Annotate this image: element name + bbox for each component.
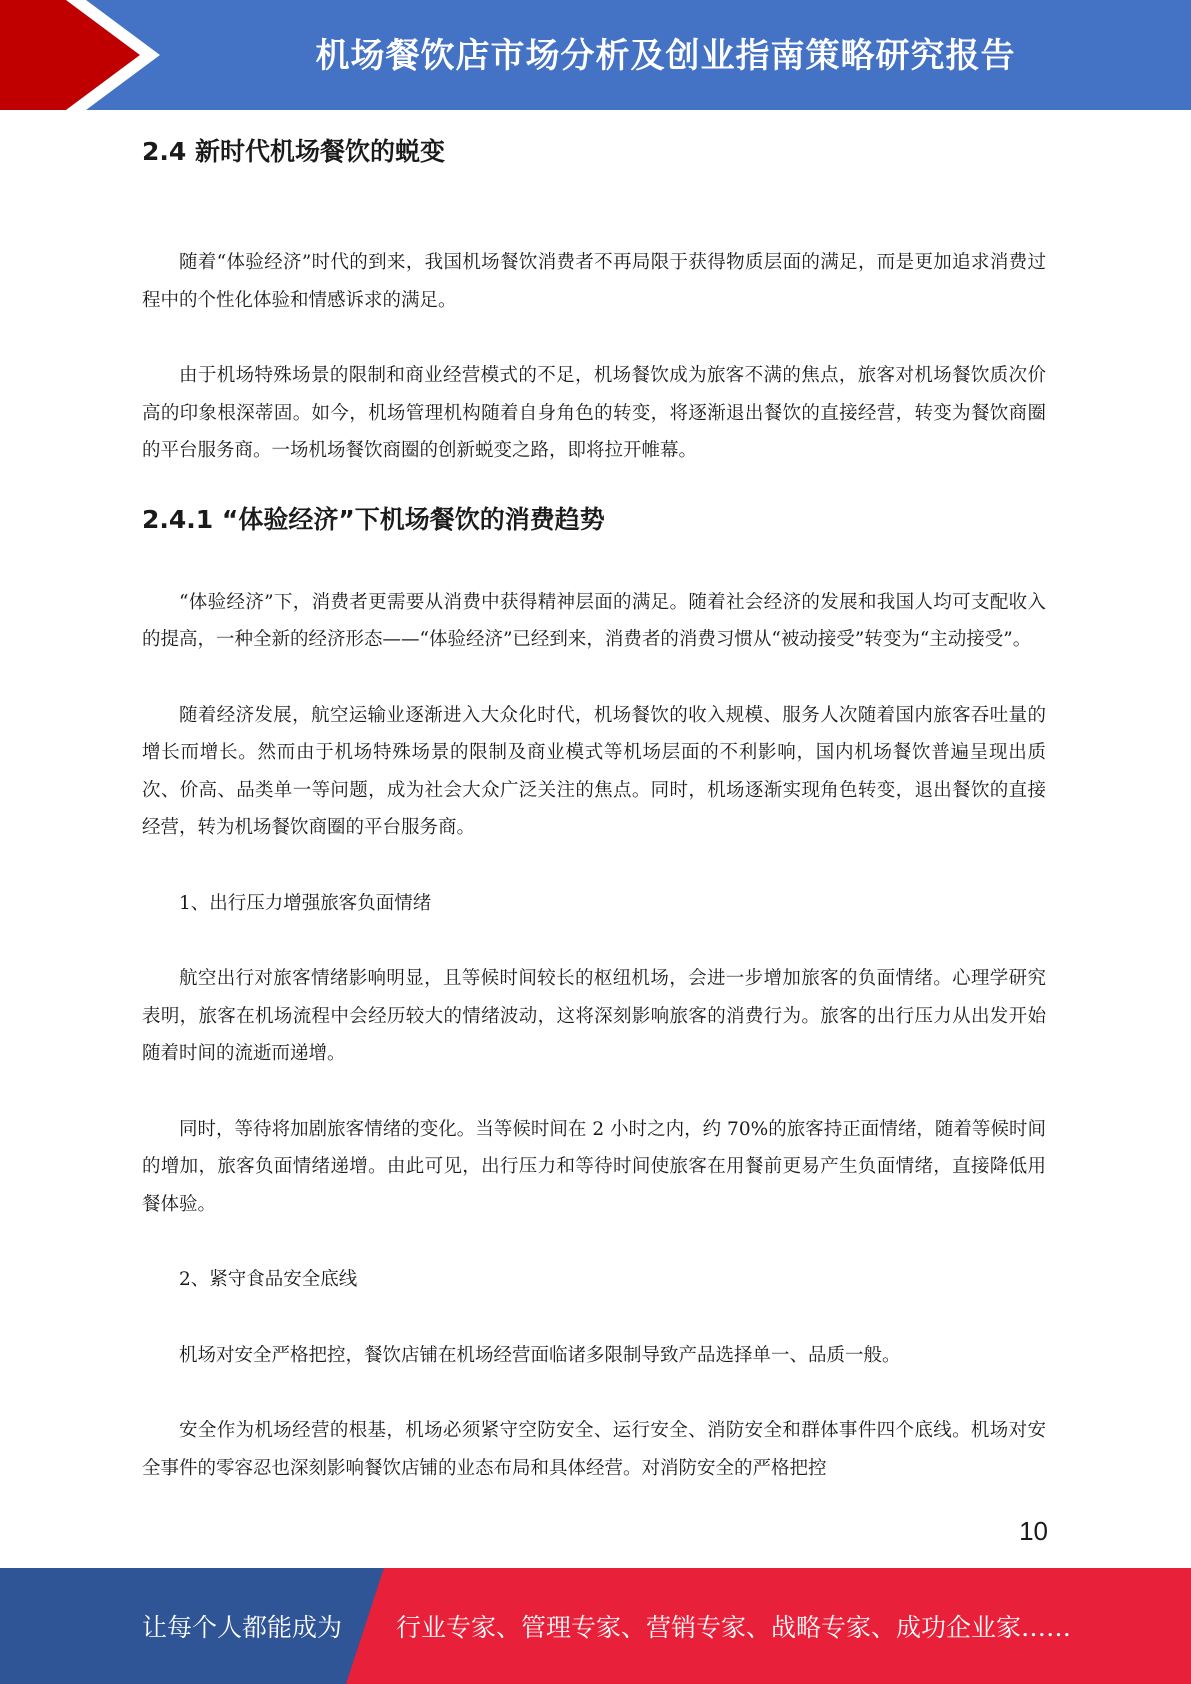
list-item-title: 2、紧守食品安全底线: [179, 1269, 358, 1290]
footer-slogan-right: 行业专家、管理专家、营销专家、战略专家、成功企业家……: [396, 1613, 1072, 1642]
paragraph: 由于机场特殊场景的限制和商业经营模式的不足，机场餐饮成为旅客不满的焦点，旅客对机场餐饮质次价高的印象根深蒂固。如今，机场管理机构随着自身角色的转变，将逐渐退出餐饮的直接经营，转变为餐饮商圈的平台服务商。一场机场餐饮商圈的创新蜕变之路，即将拉开帷幕。: [142, 365, 1046, 461]
paragraph: 随着“体验经济”时代的到来，我国机场餐饮消费者不再局限于获得物质层面的满足，而是更加追求消费过程中的个性化体验和情感诉求的满足。: [142, 252, 1046, 311]
red-chevron-icon: [0, 0, 160, 110]
footer-banner: [0, 1568, 1191, 1684]
report-title: 机场餐饮店市场分析及创业指南策略研究报告: [315, 36, 1016, 76]
paragraph: 随着经济发展，航空运输业逐渐进入大众化时代，机场餐饮的收入规模、服务人次随着国内旅客吞吐量的增长而增长。然而由于机场特殊场景的限制及商业模式等机场层面的不利影响，国内机场餐饮普遍呈现出质次、价高、品类单一等问题，成为社会大众广泛关注的焦点。同时，机场逐渐实现角色转变，退出餐饮的直接经营，转为机场餐饮商圈的平台服务商。: [142, 704, 1046, 838]
paragraph: 安全作为机场经营的根基，机场必须紧守空防安全、运行安全、消防安全和群体事件四个底线。机场对安全事件的零容忍也深刻影响餐饮店铺的业态布局和具体经营。对消防安全的严格把控: [142, 1420, 1046, 1479]
footer-slogan-left: 让每个人都能成为: [142, 1613, 343, 1642]
section-heading-2-4-1: 2.4.1 “体验经济”下机场餐饮的消费趋势: [142, 504, 605, 534]
paragraph: 机场对安全严格把控，餐饮店铺在机场经营面临诸多限制导致产品选择单一、品质一般。: [179, 1344, 901, 1366]
paragraph: 同时，等待将加剧旅客情绪的变化。当等候时间在 2 小时之内，约 70%的旅客持正面情绪，随着等候时间的增加，旅客负面情绪递增。由此可见，出行压力和等待时间使旅客在用餐前更易产生负面情绪，直接降低用餐体验。: [142, 1118, 1046, 1215]
section-heading-2-4: 2.4 新时代机场餐饮的蜕变: [142, 137, 445, 166]
page-content: [142, 128, 1046, 1487]
list-item-title: 1、出行压力增强旅客负面情绪: [179, 892, 432, 914]
paragraph: 航空出行对旅客情绪影响明显，且等候时间较长的枢纽机场，会进一步增加旅客的负面情绪。心理学研究表明，旅客在机场流程中会经历较大的情绪波动，这将深刻影响旅客的消费行为。旅客的出行压力从出发开始随着时间的流逝而递增。: [142, 968, 1046, 1064]
header-banner: [0, 0, 1191, 110]
paragraph: “体验经济”下，消费者更需要从消费中获得精神层面的满足。随着社会经济的发展和我国人均可支配收入的提高，一种全新的经济形态——“体验经济”已经到来，消费者的消费习惯从“被动接受”转变为“主动接受”。: [142, 591, 1046, 650]
page-number: 10: [1019, 1516, 1048, 1546]
